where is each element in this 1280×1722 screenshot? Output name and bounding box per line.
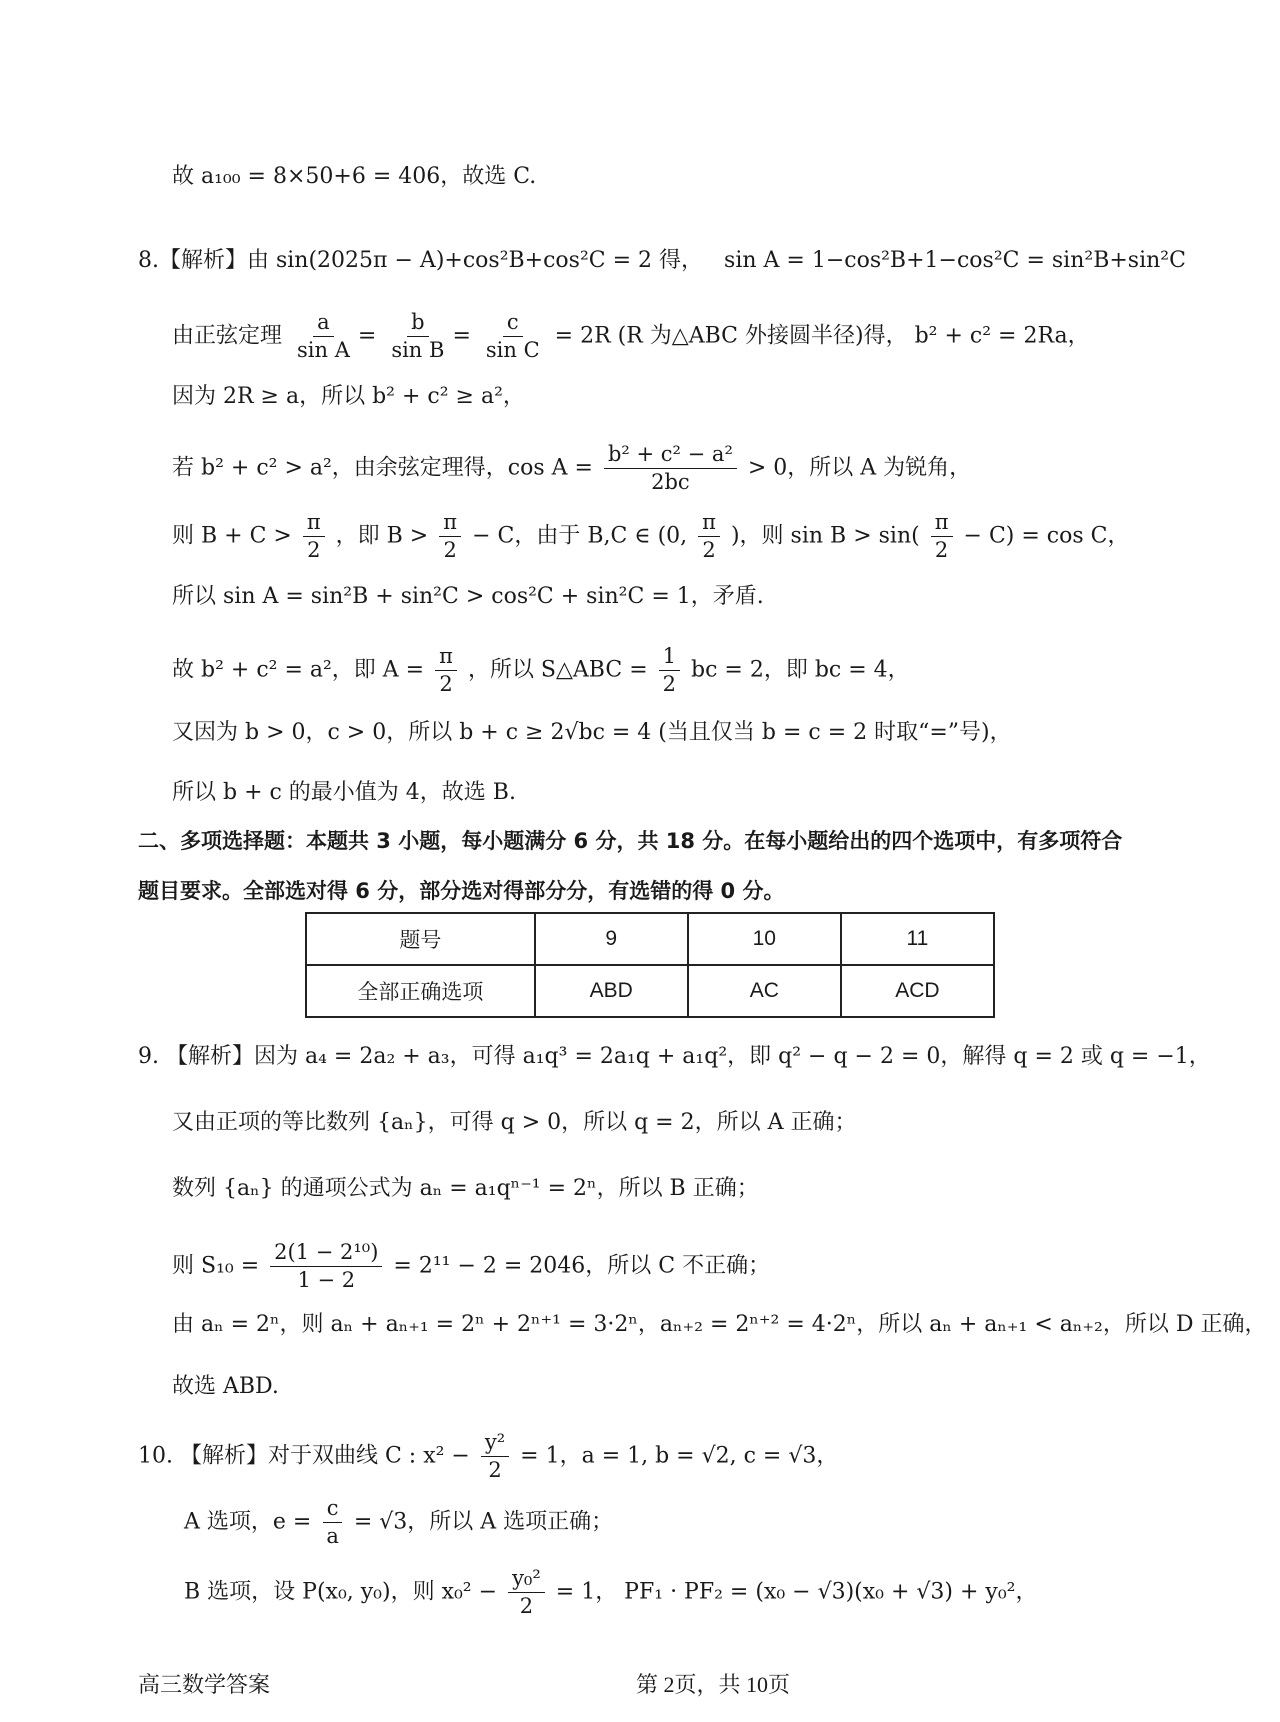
numerator: 1	[659, 646, 680, 671]
text-span: 则 B + C >	[172, 523, 292, 549]
table-cell: 全部正确选项	[306, 965, 535, 1017]
q10-heading-line	[138, 1432, 838, 1481]
numerator: π	[931, 512, 953, 537]
option-b-line	[184, 1568, 1038, 1617]
text-span: = 2¹¹ − 2 = 2046，所以 C 不正确；	[393, 1253, 771, 1279]
numerator: π	[303, 512, 325, 537]
text-span: > 0，所以 A 为锐角，	[747, 455, 972, 481]
fraction	[439, 512, 461, 561]
text-span: ，即 B >	[335, 523, 429, 549]
q8-heading-line	[138, 246, 1186, 276]
table-cell: ABD	[535, 965, 688, 1017]
text-line: 又由正项的等比数列 {aₙ}，可得 q > 0，所以 q = 2，所以 A 正确；	[172, 1110, 857, 1135]
section-heading-cont: 题目要求。全部选对得 6 分，部分选对得部分分，有选错的得 0 分。	[138, 879, 785, 903]
fraction	[604, 444, 737, 493]
fraction	[931, 512, 953, 561]
text-span: = 2R (R 为△ABC 外接圆半径)得， b² + c² = 2Ra，	[554, 323, 1090, 349]
text-span: )，则 sin B > sin(	[730, 523, 920, 549]
table-cell: 11	[841, 913, 994, 965]
sine-law-line: 由正弦定理 $\frac{a}{\text{sin A}}$ = $\frac{b}{\text{sin B}}$ = $\frac{c}{\text{sin C}}$ = 2R (R 为△ABC 外接圆半径)得， b² + c² = 2Ra，	[172, 310, 1090, 362]
fraction	[270, 1242, 382, 1291]
text-span: ，所以 S△ABC =	[467, 657, 648, 683]
table-cell: AC	[688, 965, 841, 1017]
fraction	[293, 312, 354, 361]
denominator: 2bc	[651, 470, 690, 494]
text-span: A 选项，e =	[184, 1509, 312, 1535]
table-cell: 10	[688, 913, 841, 965]
text-span: − C，由于 B,C ∈ (0,	[472, 523, 688, 549]
text-span: bc = 2，即 bc = 4，	[691, 657, 910, 683]
fraction	[435, 646, 457, 695]
denominator: sin A	[297, 338, 350, 362]
answer-table	[305, 912, 995, 1018]
fraction	[659, 646, 680, 695]
numerator: a	[313, 312, 334, 337]
area-line	[172, 646, 910, 695]
denominator: sin C	[485, 338, 540, 362]
numerator: y²	[481, 1432, 509, 1457]
text-line: 所以 sin A = sin²B + sin²C > cos²C + sin²C = 1，矛盾.	[172, 584, 764, 609]
text-span: 故 b² + c² = a²，即 A =	[172, 657, 425, 683]
numerator: π	[439, 512, 461, 537]
angle-inequality-line	[172, 512, 1129, 561]
text-line: 由 aₙ = 2ⁿ，则 aₙ + aₙ₊₁ = 2ⁿ + 2ⁿ⁺¹ = 3·2ⁿ，aₙ₊₂ = 2ⁿ⁺² = 4·2ⁿ，所以 aₙ + aₙ₊₁ < aₙ₊₂，所以 D 正确，	[172, 1312, 1267, 1337]
table-row	[306, 965, 994, 1017]
denominator: sin B	[391, 338, 445, 362]
text-span: 若 b² + c² > a²，由余弦定理得，cos A =	[172, 455, 593, 481]
denominator: 2	[488, 1458, 502, 1482]
table-cell: 题号	[306, 913, 535, 965]
numerator: 2(1 − 2¹⁰)	[270, 1242, 382, 1267]
denominator: 2	[702, 538, 716, 562]
text-span: = 1，a = 1, b = √2, c = √3，	[520, 1443, 839, 1469]
numerator: b	[407, 312, 428, 337]
fraction	[481, 1432, 509, 1481]
text-line: 因为 2R ≥ a，所以 b² + c² ≥ a²，	[172, 384, 525, 409]
text-span: sin A = 1−cos²B+1−cos²C = sin²B+sin²C	[724, 248, 1186, 273]
cosine-law-line	[172, 444, 971, 493]
numerator: π	[698, 512, 720, 537]
fraction	[387, 312, 448, 361]
denominator: 2	[519, 1594, 534, 1618]
table-cell: 9	[535, 913, 688, 965]
denominator: 2	[439, 672, 453, 696]
fraction	[698, 512, 720, 561]
denominator: 2	[307, 538, 321, 562]
sum-line	[172, 1242, 770, 1291]
table-header-row	[306, 913, 994, 965]
numerator: y₀²	[508, 1568, 545, 1593]
text-line: 又因为 b > 0，c > 0，所以 b + c ≥ 2√bc = 4 (当且仅当 b = c = 2 时取“=”号)，	[172, 720, 1012, 745]
numerator: c	[503, 312, 523, 337]
page-number: 第 2页，共 10页	[636, 1672, 791, 1697]
table-cell: ACD	[841, 965, 994, 1017]
text-span: 则 S₁₀ =	[172, 1253, 260, 1279]
footer-left: 高三数学答案	[138, 1672, 271, 1697]
numerator: π	[435, 646, 457, 671]
text-span: B 选项，设 P(x₀, y₀)，则 x₀² −	[184, 1579, 498, 1605]
numerator: b² + c² − a²	[604, 444, 737, 469]
text-span: 10. 【解析】对于双曲线 C : x² −	[138, 1443, 470, 1469]
text-span: 8.【解析】由 sin(2025π − A)+cos²B+cos²C = 2 得，	[138, 248, 704, 273]
denominator: 2	[443, 538, 457, 562]
text-span: = √3，所以 A 选项正确；	[353, 1509, 614, 1535]
fraction	[322, 1498, 343, 1547]
denominator: a	[326, 1524, 339, 1548]
text-line: 数列 {aₙ} 的通项公式为 aₙ = a₁qⁿ⁻¹ = 2ⁿ，所以 B 正确；	[172, 1176, 759, 1201]
denominator: 2	[934, 538, 949, 562]
fraction	[303, 512, 325, 561]
text-line: 所以 b + c 的最小值为 4，故选 B.	[172, 780, 516, 805]
fraction	[482, 312, 544, 361]
denominator: 1 − 2	[297, 1268, 356, 1292]
numerator: c	[323, 1498, 343, 1523]
section-heading: 二、多项选择题：本题共 3 小题，每小题满分 6 分，共 18 分。在每小题给出的四个选项中，有多项符合	[138, 829, 1123, 853]
text-line: 故 a₁₀₀ = 8×50+6 = 406，故选 C.	[172, 164, 537, 189]
text-span: 由正弦定理	[172, 323, 283, 349]
text-line: 故选 ABD.	[172, 1374, 279, 1399]
text-span: − C) = cos C，	[963, 523, 1130, 549]
option-a-line	[184, 1498, 613, 1547]
fraction	[508, 1568, 545, 1617]
text-line: 9. 【解析】因为 a₄ = 2a₂ + a₃，可得 a₁q³ = 2a₁q + a₁q²，即 q² − q − 2 = 0，解得 q = 2 或 q = −1，	[138, 1044, 1211, 1069]
denominator: 2	[662, 672, 677, 696]
text-span: = 1， PF₁ · PF₂ = (x₀ − √3)(x₀ + √3) + y₀²，	[555, 1579, 1038, 1605]
